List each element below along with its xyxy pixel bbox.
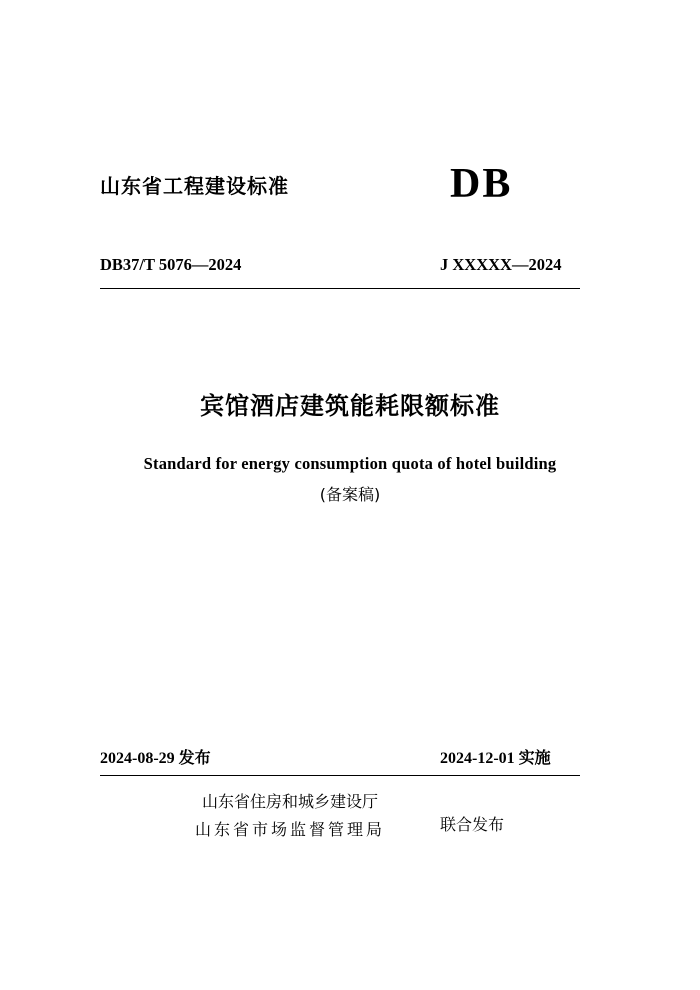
effective-date: 2024-12-01 [440,750,515,767]
issuer-block [100,788,480,844]
title-note: (备案稿) [319,484,381,504]
effective-label: 实施 [518,748,551,767]
joint-publish-label: 联合发布 [440,815,505,834]
standard-code-secondary: J XXXXX—2024 [440,255,562,274]
issuer-line-1: 山东省住房和城乡建设厅 [201,792,378,811]
issue-date-group [100,745,211,768]
header-divider [100,288,580,289]
db-mark: DB [450,161,513,207]
title-english: Standard for energy consumption quota of hotel building [143,453,557,473]
effective-date-group [440,745,551,768]
date-row [100,745,580,771]
header-row [100,160,600,220]
title-block [0,390,700,505]
issue-label: 发布 [178,748,211,767]
standard-code-primary: DB37/T 5076—2024 [100,255,242,274]
footer-divider [100,775,580,776]
standard-code-row [100,255,580,285]
issue-date: 2024-08-29 [100,750,175,767]
title-chinese: 宾馆酒店建筑能耗限额标准 [200,392,500,420]
issuer-line-2: 山东省市场监督管理局 [194,820,385,839]
standard-series-label: 山东省工程建设标准 [100,174,289,198]
